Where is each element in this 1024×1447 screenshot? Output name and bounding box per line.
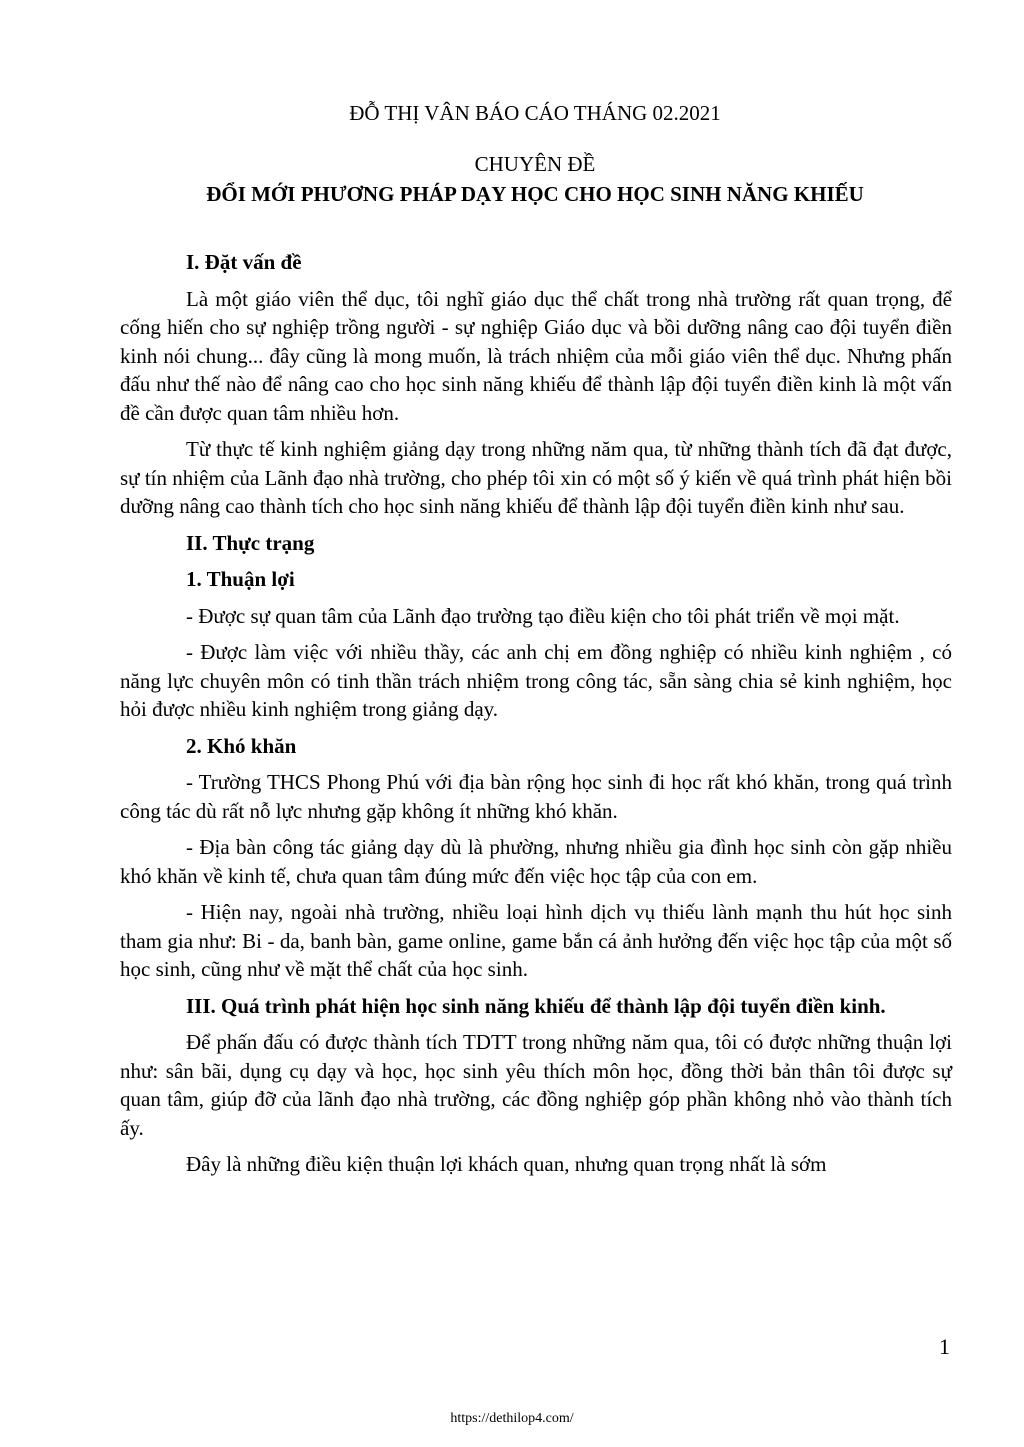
subsection-heading-difficulties: 2. Khó khăn xyxy=(186,733,297,758)
section-heading-3: III. Quá trình phát hiện học sinh năng khiếu để thành lập đội tuyển điền kinh. xyxy=(186,993,886,1018)
report-header: ĐỖ THỊ VÂN BÁO CÁO THÁNG 02.2021 xyxy=(349,101,721,125)
paragraph: - Địa bàn công tác giảng dạy dù là phường, nhưng nhiều gia đình học sinh còn gặp nhiều khó khăn về kinh tế, chưa quan tâm đúng mức đến việc học tập của con em. xyxy=(120,835,952,888)
section-heading-2: II. Thực trạng xyxy=(186,530,315,555)
paragraph: - Trường THCS Phong Phú với địa bàn rộng học sinh đi học rất khó khăn, trong quá trình công tác dù rất nỗ lực nhưng gặp không ít những khó khăn. xyxy=(120,770,952,823)
topic-label: CHUYÊN ĐỀ xyxy=(474,152,596,176)
paragraph: - Được làm việc với nhiều thầy, các anh chị em đồng nghiệp có nhiều kinh nghiệm , có năng lực chuyên môn có tinh thần trách nhiệm trong công tác, sẵn sàng chia sẻ kinh nghiệm, học hỏi được nhiều kinh nghiệm trong giảng dạy. xyxy=(120,640,952,721)
paragraph: Là một giáo viên thể dục, tôi nghĩ giáo dục thể chất trong nhà trường rất quan trọng, để cống hiến cho sự nghiệp trồng người - sự nghiệp Giáo dục và bồi dưỡng nâng cao đội tuyển điền kinh nói chung... đây cũng là mong muốn, là trách nhiệm của mỗi giáo viên thể dục. Nhưng phấn đấu như thế nào để nâng cao cho học sinh năng khiếu để thành lập đội tuyển điền kinh là một vấn đề cần được quan tâm nhiều hơn. xyxy=(120,286,952,425)
page-number: 1 xyxy=(939,1334,950,1359)
document-body xyxy=(120,248,952,1187)
paragraph: Để phấn đấu có được thành tích TDTT trong những năm qua, tôi có được những thuận lợi như: sân bãi, dụng cụ dạy và học, học sinh yêu thích môn học, đồng thời bản thân tôi được sự quan tâm, giúp đỡ của lãnh đạo nhà trường, các đồng nghiệp góp phần không nhỏ vào thành tích ấy. xyxy=(120,1030,952,1140)
paragraph: - Được sự quan tâm của Lãnh đạo trường tạo điều kiện cho tôi phát triển về mọi mặt. xyxy=(186,603,900,628)
paragraph: Từ thực tế kinh nghiệm giảng dạy trong những năm qua, từ những thành tích đã đạt được, sự tín nhiệm của Lãnh đạo nhà trường, cho phép tôi xin có một số ý kiến về quá trình phát hiện bồi dưỡng nâng cao thành tích cho học sinh năng khiếu để thành lập đội tuyển điền kinh như sau. xyxy=(120,437,952,518)
section-heading-1: I. Đặt vấn đề xyxy=(186,250,302,274)
paragraph: Đây là những điều kiện thuận lợi khách quan, nhưng quan trọng nhất là sớm xyxy=(186,1152,827,1176)
footer-url[interactable]: https://dethilop4.com/ xyxy=(450,1411,574,1426)
paragraph: - Hiện nay, ngoài nhà trường, nhiều loại hình dịch vụ thiếu lành mạnh thu hút học sinh tham gia như: Bi - da, banh bàn, game online, game bắn cá ảnh hưởng đến việc học tập của một số học sinh, cũng như về mặt thể chất của học sinh. xyxy=(120,900,952,981)
subsection-heading-advantages: 1. Thuận lợi xyxy=(186,567,295,591)
topic-title: ĐỔI MỚI PHƯƠNG PHÁP DẠY HỌC CHO HỌC SINH NĂNG KHIẾU xyxy=(206,182,864,206)
